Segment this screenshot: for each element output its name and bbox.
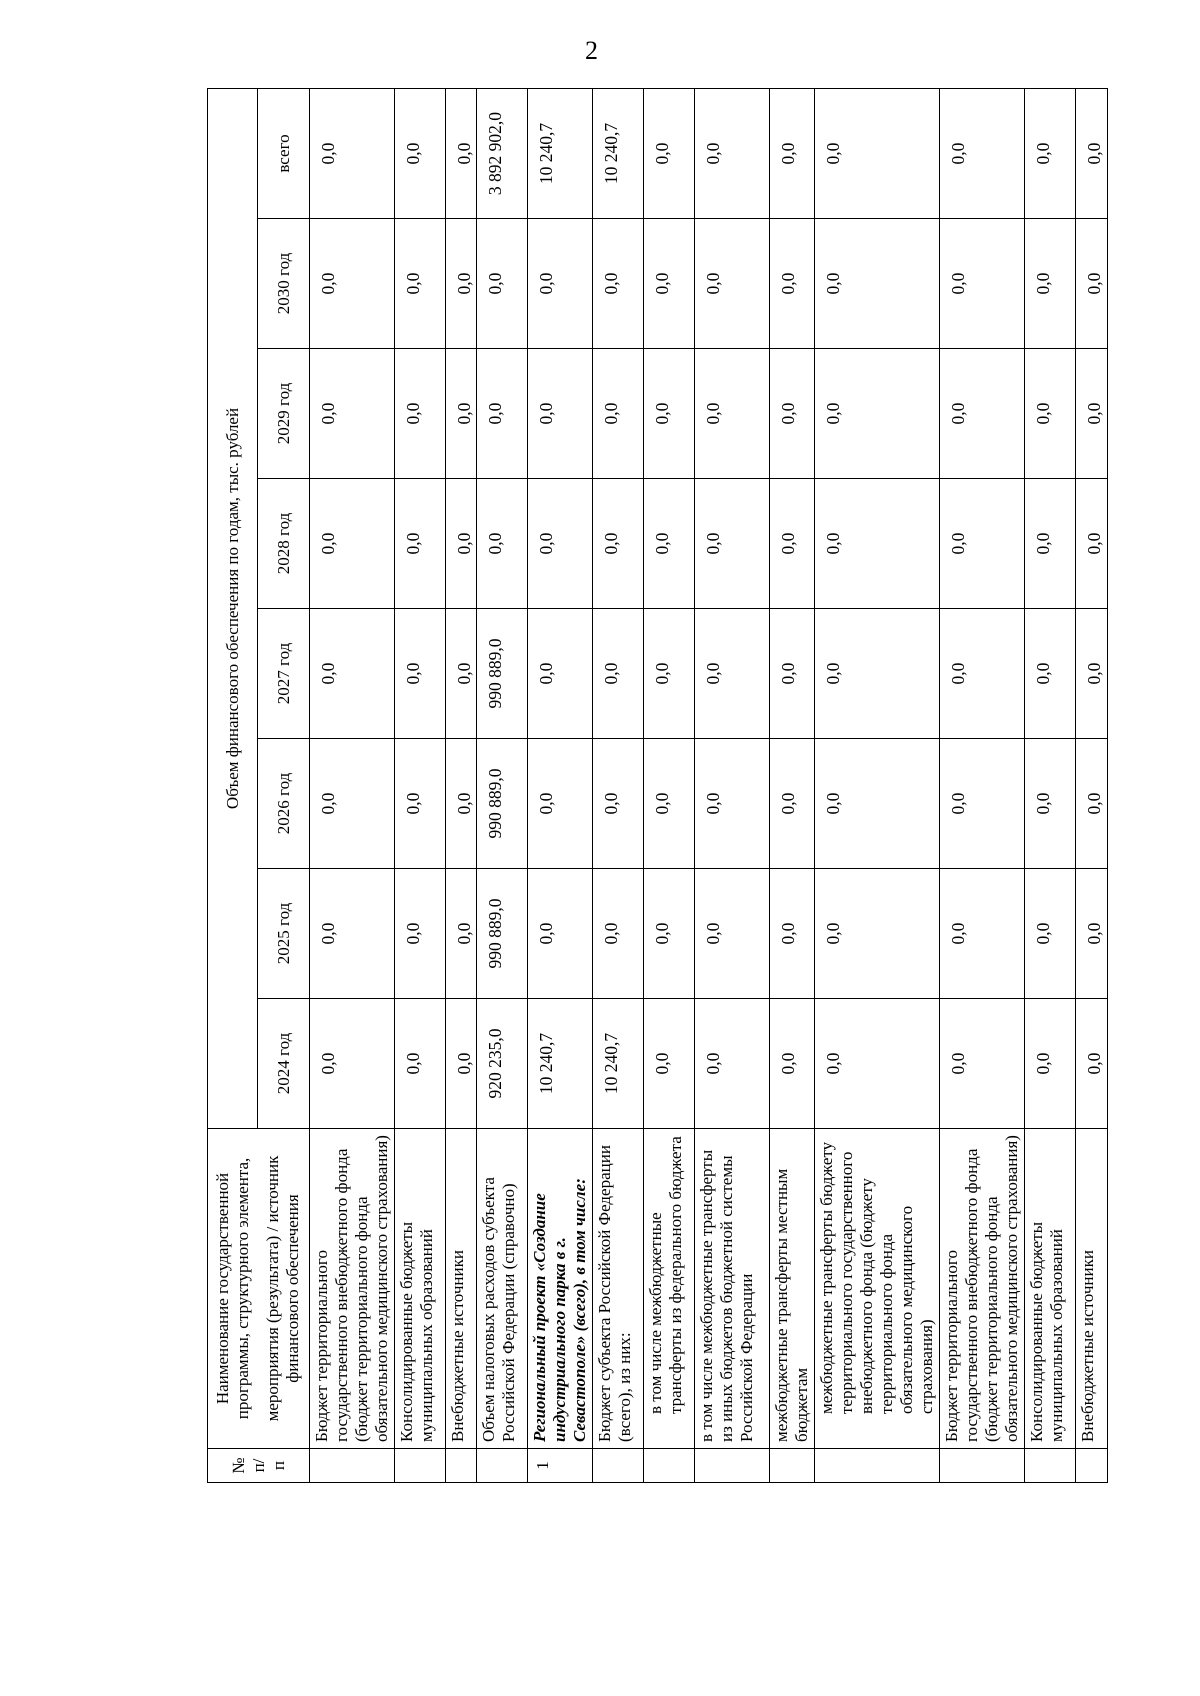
value-cell: 0,0 [695, 349, 770, 479]
value-cell: 0,0 [446, 869, 477, 999]
total-cell: 0,0 [815, 88, 940, 218]
row-number [1025, 1449, 1076, 1483]
value-cell: 10 240,7 [528, 999, 593, 1129]
value-cell: 0,0 [644, 479, 695, 609]
value-cell: 0,0 [446, 479, 477, 609]
row-name: Региональный проект «Создание индустриального парка в г. Севастополе» (всего), в том числе: [528, 1129, 593, 1449]
value-cell: 0,0 [1076, 349, 1108, 479]
table-row [940, 88, 1025, 1482]
row-name: межбюджетные трансферты бюджету территориального государственного внебюджетного фонда (бюджету территориального фонда обязательного медицинского страхования) [815, 1129, 940, 1449]
total-cell: 0,0 [770, 88, 815, 218]
row-name: Бюджет территориального государственного внебюджетного фонда (бюджет территориального фонда обязательного медицинского страхования) [310, 1129, 395, 1449]
value-cell: 0,0 [310, 609, 395, 739]
value-cell: 0,0 [395, 219, 446, 349]
table-row [528, 88, 593, 1482]
header-year: 2029 год [258, 349, 310, 479]
value-cell: 0,0 [815, 869, 940, 999]
value-cell: 0,0 [1076, 999, 1108, 1129]
header-no: № п/п [208, 1449, 310, 1483]
value-cell: 0,0 [940, 999, 1025, 1129]
row-number [695, 1449, 770, 1483]
table-row [695, 88, 770, 1482]
total-cell: 0,0 [446, 88, 477, 218]
table-row [644, 88, 695, 1482]
value-cell: 0,0 [770, 479, 815, 609]
value-cell: 0,0 [1025, 999, 1076, 1129]
row-number [770, 1449, 815, 1483]
value-cell: 0,0 [395, 349, 446, 479]
total-cell: 0,0 [644, 88, 695, 218]
row-number [395, 1449, 446, 1483]
value-cell: 0,0 [695, 999, 770, 1129]
value-cell: 0,0 [644, 349, 695, 479]
value-cell: 0,0 [695, 609, 770, 739]
value-cell: 0,0 [644, 219, 695, 349]
total-cell: 0,0 [940, 88, 1025, 218]
header-year: 2027 год [258, 609, 310, 739]
total-cell: 0,0 [695, 88, 770, 218]
value-cell: 0,0 [395, 999, 446, 1129]
row-name: межбюджетные трансферты местным бюджетам [770, 1129, 815, 1449]
value-cell: 0,0 [593, 609, 644, 739]
value-cell: 0,0 [1076, 219, 1108, 349]
value-cell: 0,0 [528, 609, 593, 739]
table-row [815, 88, 940, 1482]
value-cell: 0,0 [770, 999, 815, 1129]
table-row [446, 88, 477, 1482]
header-year: 2026 год [258, 739, 310, 869]
value-cell: 920 235,0 [477, 999, 528, 1129]
total-cell: 0,0 [1025, 88, 1076, 218]
row-name: Консолидированные бюджеты муниципальных образований [395, 1129, 446, 1449]
value-cell: 0,0 [770, 349, 815, 479]
header-funding-title: Объем финансового обеспечения по годам, тыс. рублей [208, 88, 258, 1128]
value-cell: 0,0 [446, 739, 477, 869]
value-cell: 0,0 [310, 349, 395, 479]
value-cell: 0,0 [815, 349, 940, 479]
funding-table-container [207, 89, 1104, 1483]
value-cell: 0,0 [940, 609, 1025, 739]
header-name-line2: мероприятия (результата) / источник финансового обеспечения [258, 1129, 310, 1449]
header-name-line1: Наименование государственной программы, структурного элемента, [208, 1129, 258, 1449]
value-cell: 0,0 [815, 609, 940, 739]
total-cell: 0,0 [1076, 88, 1108, 218]
value-cell: 0,0 [940, 479, 1025, 609]
row-number [1076, 1449, 1108, 1483]
row-name: Консолидированные бюджеты муниципальных образований [1025, 1129, 1076, 1449]
header-year: 2024 год [258, 999, 310, 1129]
value-cell: 0,0 [446, 219, 477, 349]
row-name: Внебюджетные источники [446, 1129, 477, 1449]
total-cell: 10 240,7 [528, 88, 593, 218]
value-cell: 0,0 [695, 869, 770, 999]
value-cell: 0,0 [815, 739, 940, 869]
table-row [395, 88, 446, 1482]
value-cell: 0,0 [770, 739, 815, 869]
row-number [644, 1449, 695, 1483]
value-cell: 0,0 [310, 999, 395, 1129]
value-cell: 0,0 [1076, 609, 1108, 739]
value-cell: 0,0 [446, 609, 477, 739]
value-cell: 0,0 [593, 349, 644, 479]
table-row [770, 88, 815, 1482]
value-cell: 0,0 [528, 869, 593, 999]
value-cell: 0,0 [770, 219, 815, 349]
page-number: 2 [585, 36, 598, 65]
row-name: Бюджет территориального государственного внебюджетного фонда (бюджет территориального фонда обязательного медицинского страхования) [940, 1129, 1025, 1449]
row-name: Бюджет субъекта Российской Федерации (всего), из них: [593, 1129, 644, 1449]
funding-table [207, 88, 1108, 1483]
value-cell: 0,0 [695, 219, 770, 349]
value-cell: 0,0 [940, 349, 1025, 479]
value-cell: 0,0 [815, 219, 940, 349]
row-name: Объем налоговых расходов субъекта Российской Федерации (справочно) [477, 1129, 528, 1449]
row-name: в том числе межбюджетные трансферты из федерального бюджета [644, 1129, 695, 1449]
value-cell: 0,0 [1025, 739, 1076, 869]
value-cell: 0,0 [310, 869, 395, 999]
value-cell: 0,0 [644, 609, 695, 739]
value-cell: 0,0 [1076, 479, 1108, 609]
row-number [593, 1449, 644, 1483]
value-cell: 0,0 [815, 999, 940, 1129]
row-number [477, 1449, 528, 1483]
value-cell: 0,0 [477, 479, 528, 609]
table-row [477, 88, 528, 1482]
value-cell: 0,0 [528, 739, 593, 869]
value-cell: 0,0 [528, 479, 593, 609]
total-cell: 10 240,7 [593, 88, 644, 218]
table-row [593, 88, 644, 1482]
value-cell: 0,0 [593, 219, 644, 349]
value-cell: 0,0 [940, 219, 1025, 349]
value-cell: 0,0 [593, 479, 644, 609]
value-cell: 0,0 [940, 739, 1025, 869]
row-number [940, 1449, 1025, 1483]
value-cell: 0,0 [310, 219, 395, 349]
value-cell: 0,0 [1076, 739, 1108, 869]
value-cell: 0,0 [695, 739, 770, 869]
total-cell: 0,0 [395, 88, 446, 218]
value-cell: 0,0 [395, 609, 446, 739]
row-name: Внебюджетные источники [1076, 1129, 1108, 1449]
value-cell: 990 889,0 [477, 609, 528, 739]
value-cell: 0,0 [477, 219, 528, 349]
value-cell: 0,0 [644, 999, 695, 1129]
row-number: 1 [528, 1449, 593, 1483]
header-year: 2030 год [258, 219, 310, 349]
value-cell: 0,0 [310, 479, 395, 609]
header-total: всего [258, 88, 310, 218]
table-row [310, 88, 395, 1482]
table-row [1076, 88, 1108, 1482]
value-cell: 0,0 [644, 739, 695, 869]
value-cell: 0,0 [644, 869, 695, 999]
value-cell: 0,0 [310, 739, 395, 869]
value-cell: 0,0 [528, 219, 593, 349]
row-number [815, 1449, 940, 1483]
row-number [446, 1449, 477, 1483]
total-cell: 3 892 902,0 [477, 88, 528, 218]
value-cell: 0,0 [1025, 219, 1076, 349]
value-cell: 990 889,0 [477, 739, 528, 869]
value-cell: 0,0 [1025, 609, 1076, 739]
header-year: 2028 год [258, 479, 310, 609]
row-name: в том числе межбюджетные трансферты из иных бюджетов бюджетной системы Российской Федерации [695, 1129, 770, 1449]
value-cell: 0,0 [1025, 349, 1076, 479]
value-cell: 0,0 [446, 999, 477, 1129]
value-cell: 0,0 [1076, 869, 1108, 999]
value-cell: 0,0 [695, 479, 770, 609]
value-cell: 0,0 [1025, 869, 1076, 999]
value-cell: 0,0 [395, 739, 446, 869]
value-cell: 990 889,0 [477, 869, 528, 999]
table-row [1025, 88, 1076, 1482]
value-cell: 0,0 [770, 609, 815, 739]
row-number [310, 1449, 395, 1483]
value-cell: 0,0 [815, 479, 940, 609]
value-cell: 0,0 [770, 869, 815, 999]
value-cell: 0,0 [477, 349, 528, 479]
header-year: 2025 год [258, 869, 310, 999]
value-cell: 0,0 [593, 739, 644, 869]
value-cell: 0,0 [446, 349, 477, 479]
total-cell: 0,0 [310, 88, 395, 218]
value-cell: 0,0 [1025, 479, 1076, 609]
value-cell: 0,0 [395, 479, 446, 609]
value-cell: 0,0 [395, 869, 446, 999]
value-cell: 0,0 [528, 349, 593, 479]
value-cell: 0,0 [940, 869, 1025, 999]
value-cell: 10 240,7 [593, 999, 644, 1129]
value-cell: 0,0 [593, 869, 644, 999]
